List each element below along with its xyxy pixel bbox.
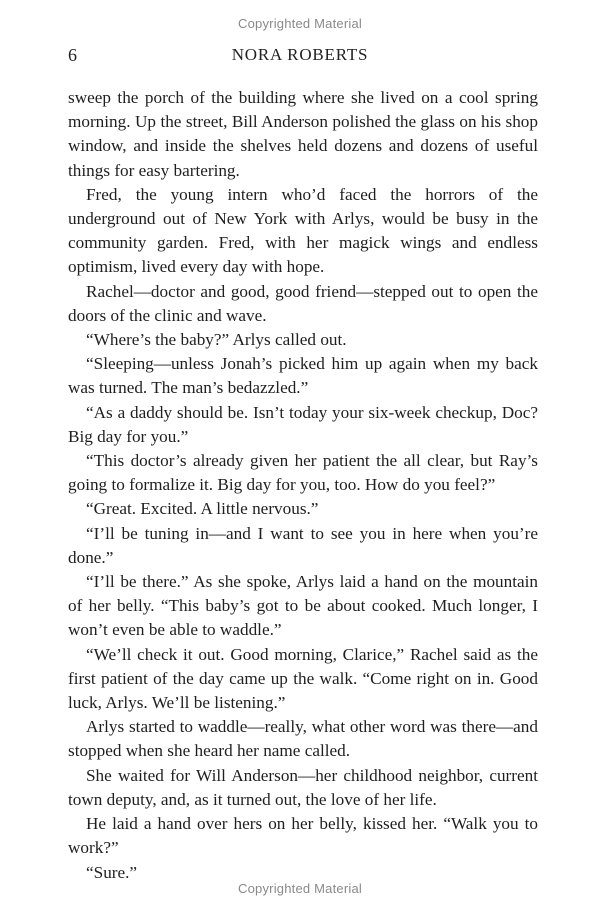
paragraph: “Sure.” (86, 862, 138, 882)
paragraph: “I’ll be there.” As she spoke, Arlys laid a hand on the mountain of her belly. “This baby’s got to be about cooked. Much longer, I won’t even be able to waddle.” (68, 572, 538, 640)
paragraph: He laid a hand over hers on her belly, kissed her. “Walk you to work?” (68, 814, 538, 858)
paragraph: “Where’s the baby?” Arlys called out. (86, 330, 347, 350)
paragraph: “Great. Excited. A little nervous.” (86, 499, 319, 519)
paragraph: “As a daddy should be. Isn’t today your six-week checkup, Doc? Big day for you.” (68, 402, 538, 446)
copyright-watermark-bottom: Copyrighted Material (238, 881, 362, 896)
running-head-author: NORA ROBERTS (231, 45, 369, 64)
paragraph: sweep the porch of the building where she lived on a cool spring morning. Up the street, Bill Anderson polished the glass on his shop window, and inside the shelves held dozens and dozens of useful things for easy bartering. (68, 88, 538, 180)
page-number: 6 (68, 45, 77, 65)
paragraph: She waited for Will Anderson—her childhood neighbor, current town deputy, and, as it turned out, the love of her life. (68, 765, 538, 809)
paragraph: “Sleeping—unless Jonah’s picked him up again when my back was turned. The man’s bedazzled.” (68, 354, 538, 398)
paragraph: Fred, the young intern who’d faced the horrors of the underground out of New York with Arlys, would be busy in the community garden. Fred, with her magick wings and endless optimism, lived every day with hope. (68, 184, 538, 277)
body-text (68, 86, 538, 885)
paragraph: “We’ll check it out. Good morning, Clarice,” Rachel said as the first patient of the day came up the walk. “Come right on in. Good luck, Arlys. We’ll be listening.” (68, 644, 538, 713)
paragraph: “I’ll be tuning in—and I want to see you in here when you’re done.” (68, 523, 538, 567)
paragraph: “This doctor’s already given her patient the all clear, but Ray’s going to formalize it. Big day for you, too. How do you feel?” (68, 451, 538, 495)
copyright-watermark-top: Copyrighted Material (238, 16, 362, 31)
paragraph: Arlys started to waddle—really, what other word was there—and stopped when she heard her name called. (68, 717, 538, 761)
paragraph: Rachel—doctor and good, good friend—stepped out to open the doors of the clinic and wave. (68, 281, 538, 325)
